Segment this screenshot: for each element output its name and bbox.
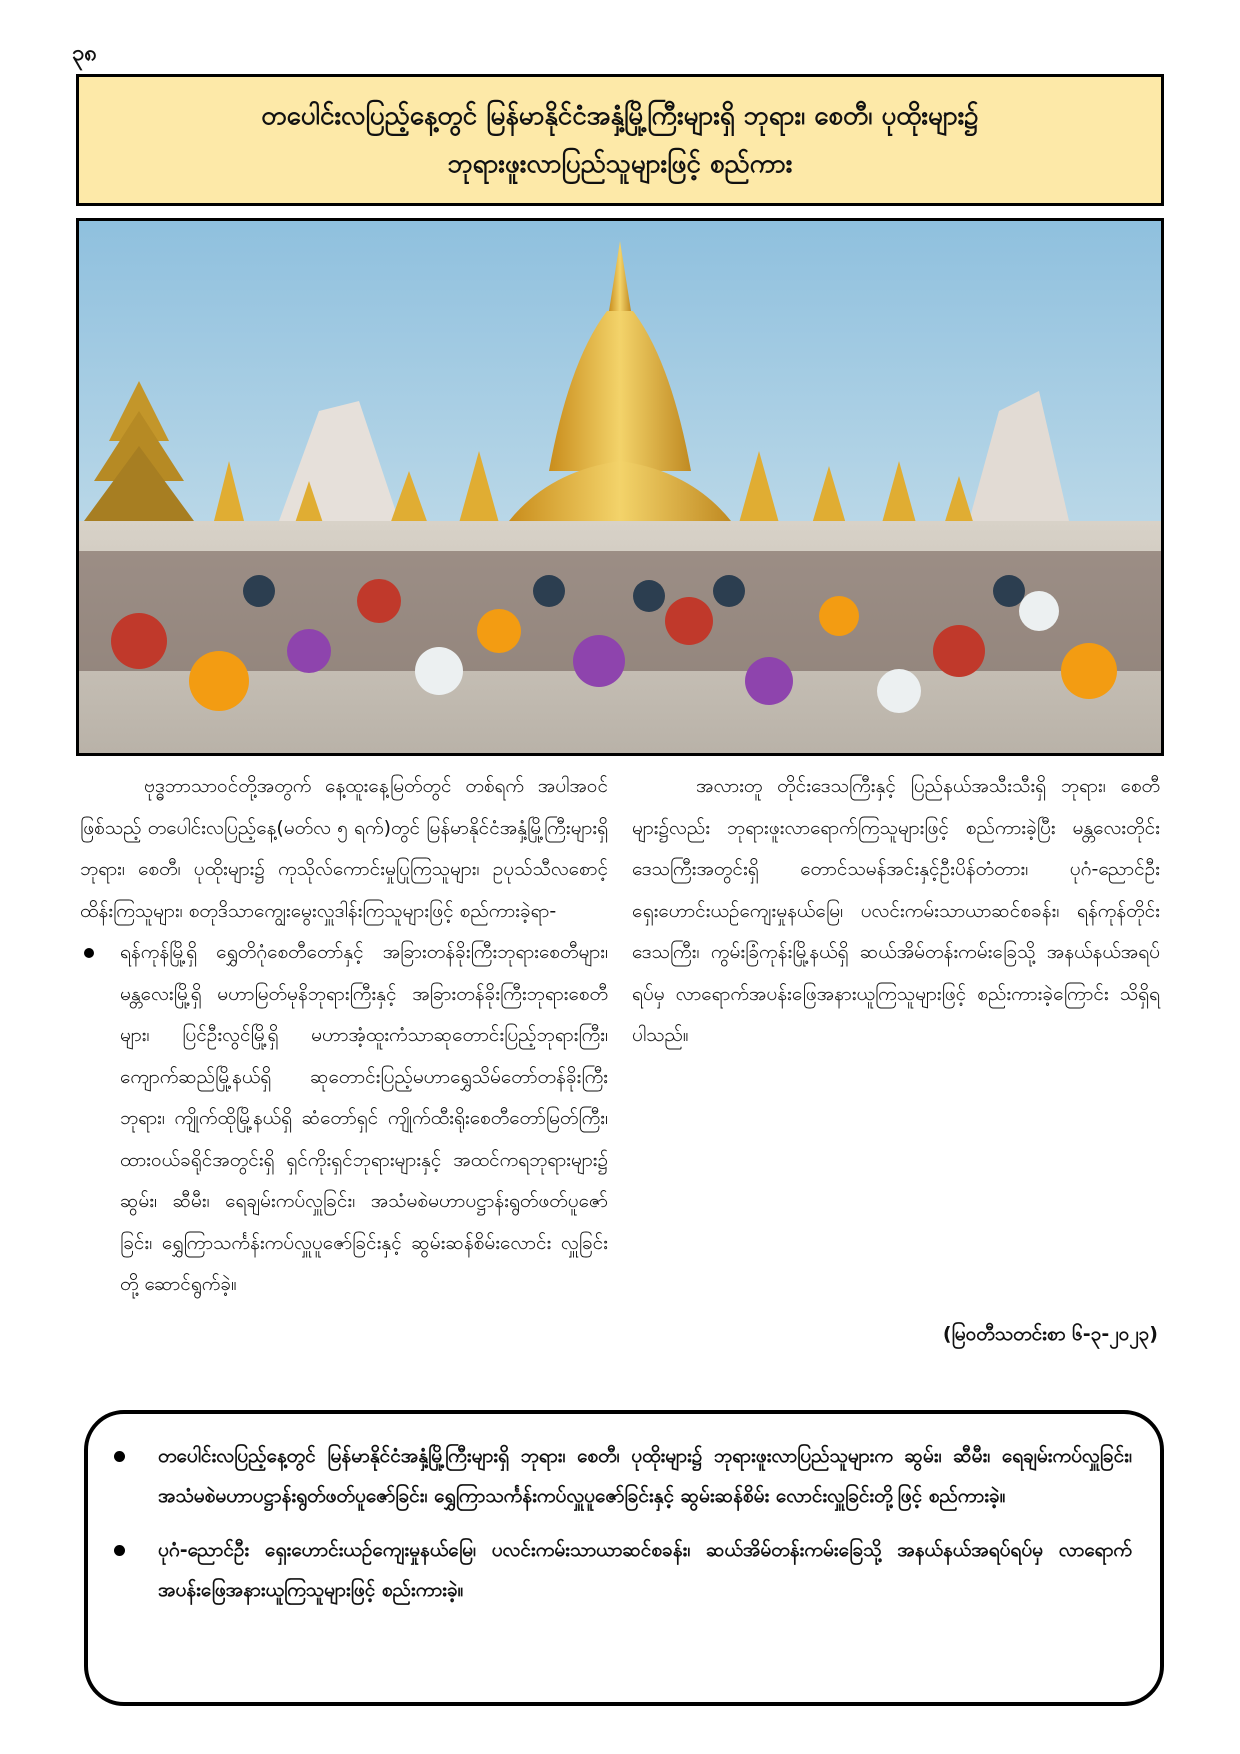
page-number: ၃၈: [72, 41, 97, 66]
headline-line-2: ဘုရားဖူးလာပြည်သူများဖြင့် စည်ကား: [447, 149, 793, 179]
article-intro: ဗုဒ္ဓဘာသာဝင်တို့အတွက် နေ့ထူးနေ့မြတ်တွင် တစ်ရက် အပါအဝင်ဖြစ်သည့် တပေါင်းလပြည့်နေ့(မတ်လ ၅ ရက်)တွင် မြန်မာနိုင်ငံအနှံ့မြို့ကြီးများရှိ ဘုရား၊ စေတီ၊ ပုထိုးများ၌ ကုသိုလ်ကောင်းမှုပြုကြသူများ၊ ဥပုသ်သီလစောင့်ထိန်းကြသူများ၊ စတုဒိသာကျွေးမွေးလှူဒါန်းကြသူများဖြင့် စည်ကားခဲ့ရာ-: [80, 775, 608, 922]
photo-illustration: [79, 221, 1161, 753]
headline-box: [76, 74, 1164, 206]
article-column-right: [632, 766, 1160, 1057]
article-bullet-list: [80, 932, 608, 1306]
source-citation: (မြဝတီသတင်းစာ ၆-၃-၂၀၂၃): [942, 1323, 1158, 1345]
summary-point: တပေါင်းလပြည့်နေ့တွင် မြန်မာနိုင်ငံအနှံ့မြို့ကြီးများရှိ ဘုရား၊ စေတီ၊ ပုထိုးများ၌ ဘုရားဖူးလာပြည်သူများက ဆွမ်း၊ ဆီမီး၊ ရေချမ်းကပ်လှူခြင်း၊ အသံမစဲမဟာပဋ္ဌာန်းရွတ်ဖတ်ပူဇော်ခြင်း၊ ရွှေကြာသင်္ကန်းကပ်လှူပူဇော်ခြင်းနှင့် ဆွမ်းဆန်စိမ်း လောင်းလှူခြင်းတို့ဖြင့် စည်ကားခဲ့။: [158, 1436, 1132, 1516]
pagoda-crowd-photo: [76, 218, 1164, 756]
summary-point: ပုဂံ-ညောင်ဦး ရှေးဟောင်းယဉ်ကျေးမှုနယ်မြေ၊ ပလင်းကမ်းသာယာဆင်စခန်း၊ ဆယ်အိမ်တန်းကမ်းခြေသို့ အနယ်နယ်အရပ်ရပ်မှ လာရောက်အပန်းဖြေအနားယူကြသူများဖြင့် စည်းကားခဲ့။: [158, 1530, 1132, 1610]
article-bullet-item: ရန်ကုန်မြို့ရှိ ရွှေတိဂုံစေတီတော်နှင့် အခြားတန်ခိုးကြီးဘုရားစေတီများ၊ မန္တလေးမြို့ရှိ မဟာမြတ်မုနိဘုရားကြီးနှင့် အခြားတန်ခိုးကြီးဘုရားစေတီများ၊ ပြင်ဦးလွင်မြို့ရှိ မဟာအံ့ထူးကံသာဆုတောင်းပြည့်ဘုရားကြီး၊ ကျောက်ဆည်မြို့နယ်ရှိ ဆုတောင်းပြည့်မဟာရွှေသိမ်တော်တန်ခိုးကြီးဘုရား၊ ကျိုက်ထိုမြို့နယ်ရှိ ဆံတော်ရှင် ကျိုက်ထီးရိုးစေတီတော်မြတ်ကြီး၊ ထားဝယ်ခရိုင်အတွင်းရှိ ရှင်ကိုးရှင်ဘုရားများနှင့် အထင်ကရဘုရားများ၌ ဆွမ်း၊ ဆီမီး၊ ရေချမ်းကပ်လှူခြင်း၊ အသံမစဲမဟာပဋ္ဌာန်းရွတ်ဖတ်ပူဇော်ခြင်း၊ ရွှေကြာသင်္ကန်းကပ်လှူပူဇော်ခြင်းနှင့် ဆွမ်းဆန်စိမ်းလောင်း လှူခြင်းတို့ ဆောင်ရွက်ခဲ့။: [120, 932, 608, 1306]
summary-box: [84, 1410, 1164, 1706]
article-column-left: [80, 766, 608, 1306]
article-second-paragraph: အလားတူ တိုင်းဒေသကြီးနှင့် ပြည်နယ်အသီးသီးရှိ ဘုရား၊ စေတီများ၌လည်း ဘုရားဖူးလာရောက်ကြသူများဖြင့် စည်ကားခဲ့ပြီး မန္တလေးတိုင်းဒေသကြီးအတွင်းရှိ တောင်သမန်အင်းနှင့်ဦးပိန်တံတား၊ ပုဂံ-ညောင်ဦး ရှေးဟောင်းယဉ်ကျေးမှုနယ်မြေ၊ ပလင်းကမ်းသာယာဆင်စခန်း၊ ရန်ကုန်တိုင်းဒေသကြီး၊ ကွမ်းခြံကုန်းမြို့နယ်ရှိ ဆယ်အိမ်တန်းကမ်းခြေသို့ အနယ်နယ်အရပ်ရပ်မှ လာရောက်အပန်းဖြေအနားယူကြသူများဖြင့် စည်းကားခဲ့ကြောင်း သိရှိရပါသည်။: [632, 775, 1160, 1046]
headline-line-1: တပေါင်းလပြည့်နေ့တွင် မြန်မာနိုင်ငံအနှံ့မြို့ကြီးများရှိ ဘုရား၊ စေတီ၊ ပုထိုးများ၌: [261, 101, 979, 131]
